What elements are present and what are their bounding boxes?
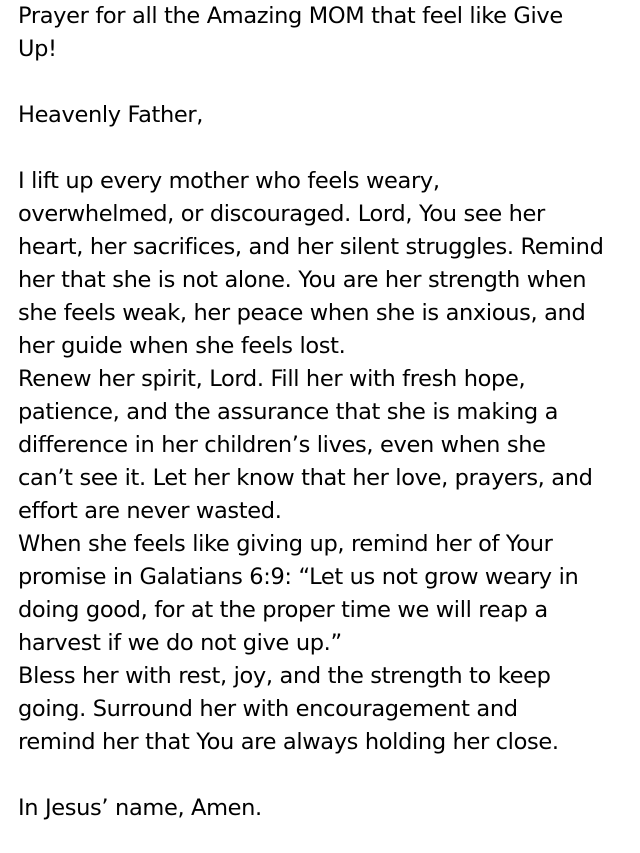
text-line: her guide when she feels lost. [18,333,346,359]
text-line: she feels weak, her peace when she is anxious, and [18,300,586,326]
text-line: doing good, for at the proper time we will reap a [18,597,548,623]
text-line: patience, and the assurance that she is making a [18,399,559,425]
paragraph-2 [18,363,622,528]
text-line: I lift up every mother who feels weary, [18,168,440,194]
blank-line [18,132,622,165]
prayer-document [18,0,622,825]
closing: In Jesus’ name, Amen. [18,795,262,821]
text-line: heart, her sacrifices, and her silent struggles. Remind [18,234,604,260]
blank-line [18,759,622,792]
text-line: her that she is not alone. You are her strength when [18,267,587,293]
paragraph-1 [18,165,622,363]
text-line: remind her that You are always holding her close. [18,729,559,755]
text-line: going. Surround her with encouragement and [18,696,518,722]
text-line: Bless her with rest, joy, and the strength to keep [18,663,551,689]
prayer-title [18,0,622,66]
text-line: can’t see it. Let her know that her love, prayers, and [18,465,593,491]
blank-line [18,66,622,99]
greeting: Heavenly Father, [18,102,204,128]
text-line: difference in her children’s lives, even when she [18,432,546,458]
title-line: Up! [18,36,57,62]
text-line: promise in Galatians 6:9: “Let us not grow weary in [18,564,579,590]
paragraph-3 [18,528,622,660]
text-line: effort are never wasted. [18,498,282,524]
paragraph-4 [18,660,622,759]
text-line: overwhelmed, or discouraged. Lord, You see her [18,201,545,227]
text-line: When she feels like giving up, remind her of Your [18,531,553,557]
title-line: Prayer for all the Amazing MOM that feel like Give [18,3,563,29]
text-line: harvest if we do not give up.” [18,630,342,656]
text-line: Renew her spirit, Lord. Fill her with fresh hope, [18,366,526,392]
